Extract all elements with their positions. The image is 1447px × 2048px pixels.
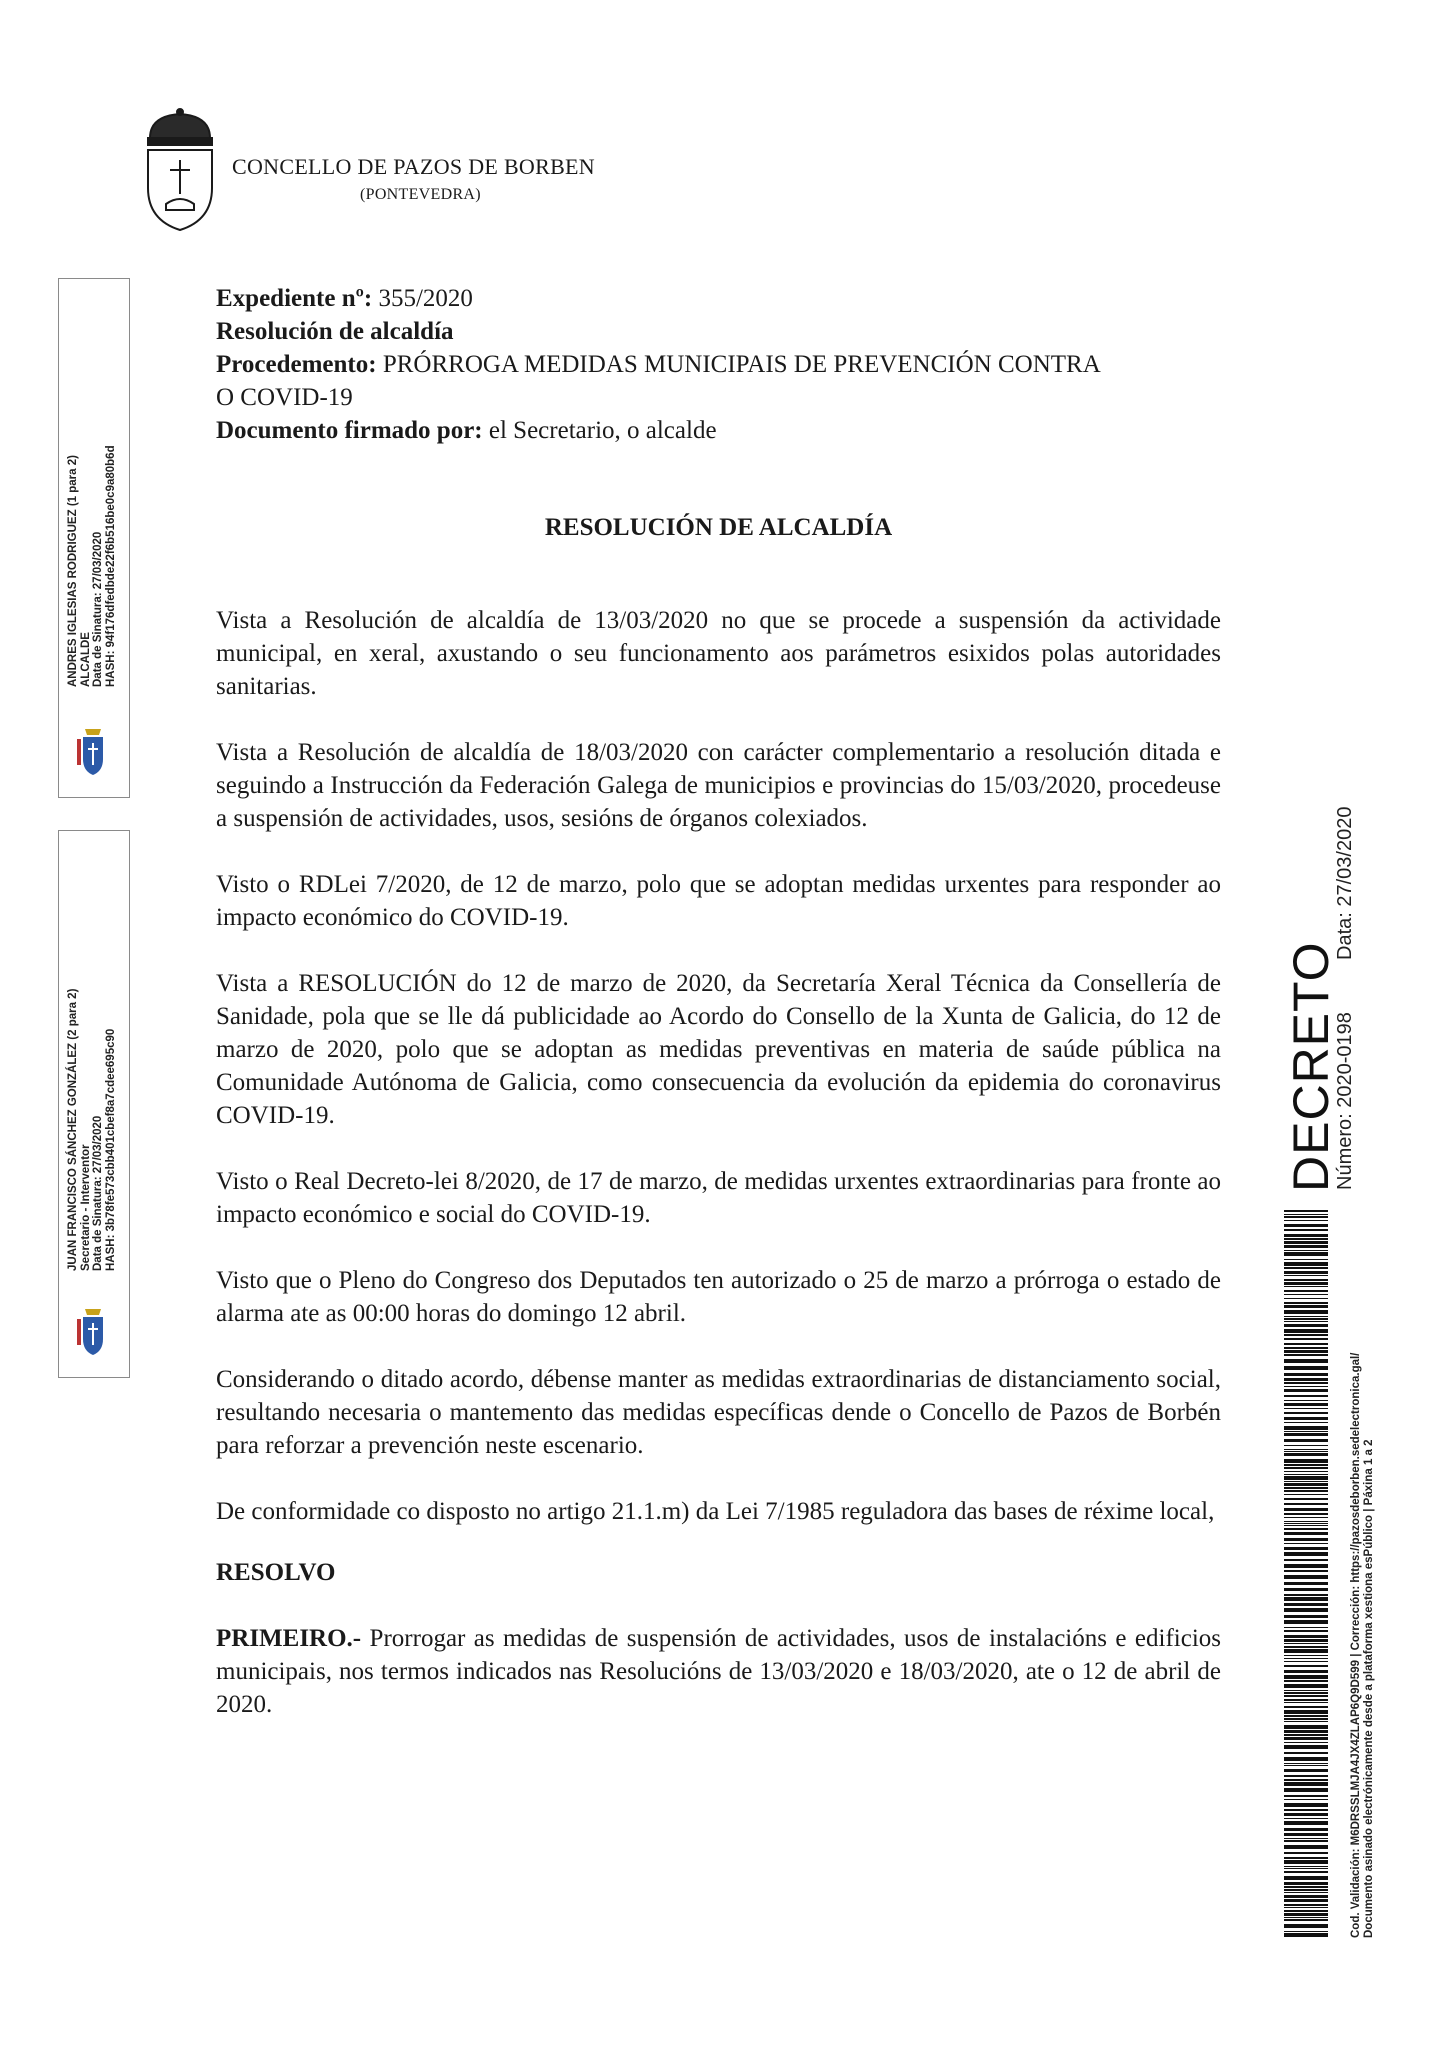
expediente-row	[216, 282, 1216, 315]
paragraph: Visto o RDLei 7/2020, de 12 de marzo, polo que se adoptan medidas urxentes para responder ao impacto económico do COVID-19.	[216, 871, 1221, 931]
signature-date: Data de Sinatura: 27/03/2020	[92, 1115, 104, 1271]
council-logo-icon	[73, 1301, 113, 1361]
decreto-label: DECRETO	[1283, 941, 1339, 1192]
signer-name: JUAN FRANCISCO SÁNCHEZ GONZÁLEZ (2 para 2)	[67, 988, 79, 1271]
signature-date: Data de Sinatura: 27/03/2020	[92, 531, 104, 687]
document-title: RESOLUCIÓN DE ALCALDÍA	[544, 514, 893, 541]
procedemento-label: Procedemento:	[216, 351, 377, 378]
validation-line: Documento asinado electrónicamente desde a plataforma xestiona esPúblico | Páxina 1 a 2	[1363, 1439, 1375, 1938]
paragraph: Visto o Real Decreto-lei 8/2020, de 17 de marzo, de medidas urxentes extraordinarias para fronte ao impacto económico e social do COVID-19.	[216, 1168, 1221, 1228]
organization-province: (PONTEVEDRA)	[360, 186, 481, 203]
primeiro-paragraph	[216, 1622, 1221, 1721]
resolucion-label: Resolución de alcaldía	[216, 318, 454, 345]
firmado-value: el Secretario, o alcalde	[482, 417, 717, 444]
decreto-number: Número: 2020-0198	[1334, 1012, 1356, 1190]
firmado-row	[216, 414, 1216, 447]
procedemento-row	[216, 348, 1216, 381]
expediente-value: 355/2020	[372, 285, 473, 312]
signature-text	[67, 989, 117, 1271]
firmado-label: Documento firmado por:	[216, 417, 483, 444]
procedemento-value: PRÓRROGA MEDIDAS MUNICIPAIS DE PREVENCIÓN CONTRA	[376, 351, 1101, 378]
paragraph: Vista a Resolución de alcaldía de 18/03/2020 con carácter complementario a resolución ditada e seguindo a Instrucción da Federación Galega de municipios e provincias do 15/03/2020, procedeuse a suspensión de actividades, usos, sesións de órganos colexiados.	[216, 739, 1221, 832]
signature-text	[67, 445, 117, 687]
primeiro-label: PRIMEIRO.-	[216, 1625, 362, 1652]
signer-name: ANDRES IGLESIAS RODRIGUEZ (1 para 2)	[67, 455, 79, 687]
signer-role: ALCALDE	[79, 632, 92, 687]
validation-line: Cod. Validación: M6DRSSLMJA4JX4ZLAP6Q9D599 | Corrección: https://pazosdeborben.sedelectronica.gal/	[1350, 1352, 1362, 1938]
validation-text	[1350, 1353, 1376, 1938]
council-logo-icon	[73, 721, 113, 781]
paragraph: Visto que o Pleno do Congreso dos Deputados ten autorizado o 25 de marzo a prórroga o estado de alarma ate as 00:00 horas do domingo 12 abril.	[216, 1267, 1221, 1327]
primeiro-text: Prorrogar as medidas de suspensión de actividades, usos de instalacións e edificios municipais, nos termos indicados nas Resolucións de 13/03/2020 e 18/03/2020, ate o 12 de abril de 2020.	[216, 1625, 1221, 1718]
signer-role: Secretario - Interventor	[79, 1144, 92, 1271]
municipal-crest-icon	[140, 108, 220, 236]
signature-stamp-alcalde	[58, 278, 130, 798]
paragraph: Vista a Resolución de alcaldía de 13/03/2020 no que se procede a suspensión da actividade municipal, en xeral, axustando o seu funcionamento aos parámetros esixidos polas autoridades sanitarias.	[216, 607, 1221, 700]
organization-name: CONCELLO DE PAZOS DE BORBEN	[232, 154, 595, 179]
resolucion-row	[216, 315, 1216, 348]
barcode-icon	[1284, 1210, 1328, 1938]
decreto-date: Data: 27/03/2020	[1334, 806, 1356, 960]
signature-hash: HASH: 3b78fe573cbb401cbef8a7cdee695c90	[104, 1028, 117, 1271]
signature-hash: HASH: 94f176dfedbde22f6b516be0c9a80b6d	[104, 445, 117, 687]
procedemento-row-2: O COVID-19	[216, 384, 353, 411]
resolvo-heading: RESOLVO	[216, 1559, 336, 1586]
paragraph: Vista a RESOLUCIÓN do 12 de marzo de 2020, da Secretaría Xeral Técnica da Consellería de Sanidade, pola que se lle dá publicidade ao Acordo do Consello de la Xunta de Galicia, do 12 de marzo de 2020, polo que se adoptan as medidas preventivas en materia de saúde pública na Comunidade Autónoma de Galicia, como consecuencia da evolución da epidemia do coronavirus COVID-19.	[216, 970, 1221, 1129]
paragraph: Considerando o ditado acordo, débense manter as medidas extraordinarias de distanciamento social, resultando necesaria o mantemento das medidas específicas dende o Concello de Pazos de Borbén para reforzar a prevención neste escenario.	[216, 1366, 1221, 1459]
expediente-label: Expediente nº:	[216, 285, 373, 312]
signature-stamp-secretario	[58, 830, 130, 1378]
document-body	[216, 604, 1221, 1754]
paragraph: De conformidade co disposto no artigo 21.1.m) da Lei 7/1985 reguladora das bases de réxime local,	[216, 1498, 1215, 1525]
file-info	[216, 282, 1216, 447]
